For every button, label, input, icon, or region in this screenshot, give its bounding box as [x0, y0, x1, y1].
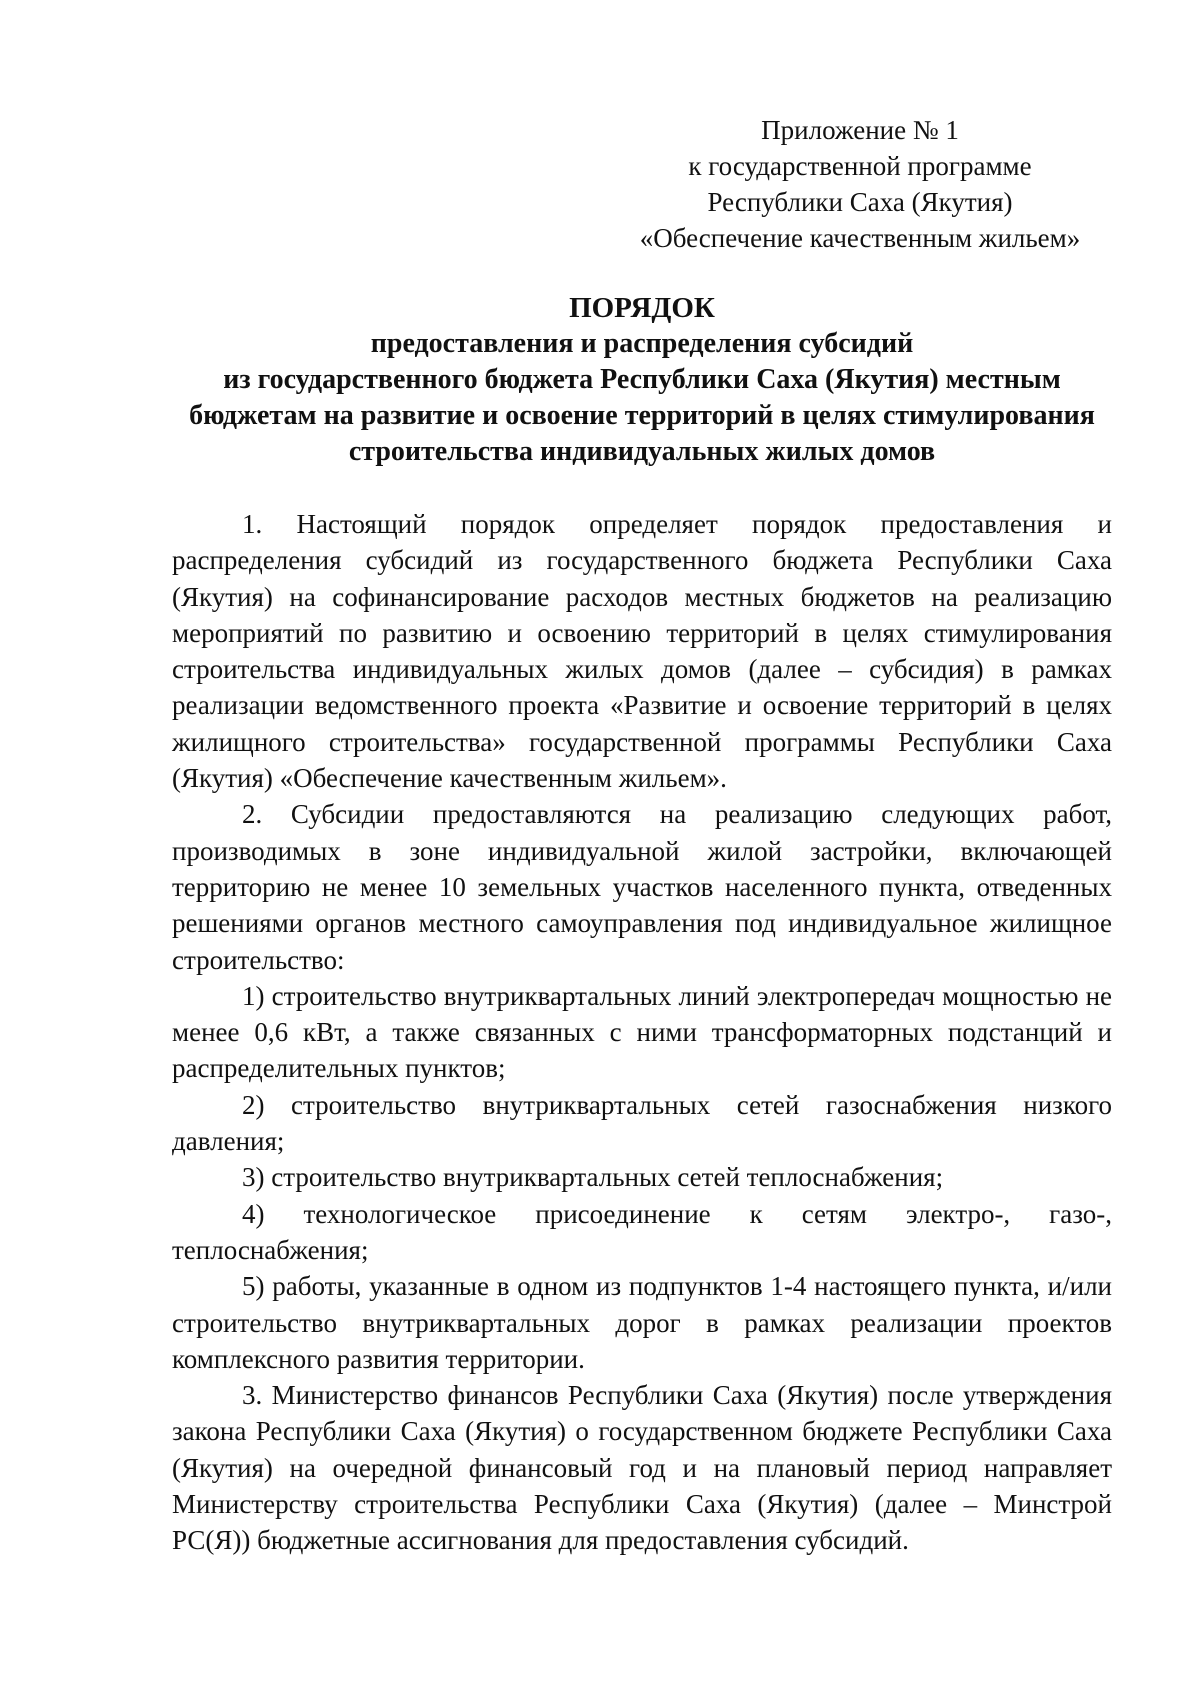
title-line-1: предоставления и распределения субсидий — [370, 328, 914, 359]
title-line-4: строительства индивидуальных жилых домов — [348, 436, 936, 467]
paragraph-2-item-4: 4) технологическое присоединение к сетям электро-, газо-, теплоснабжения; — [172, 1198, 1112, 1265]
document-body — [172, 506, 1112, 1559]
paragraph-2: 2. Субсидии предоставляются на реализацию следующих работ, производимых в зоне индивидуальной жилой застройки, включающей территорию не менее 10 земельных участков населенного пункта, отведенных решениями органов местного самоуправления под индивидуальное жилищное строительство: — [172, 799, 1112, 975]
paragraph-2-item-5: 5) работы, указанные в одном из подпунктов 1-4 настоящего пункта, и/или строительство внутриквартальных дорог в рамках реализации проектов комплексного развития территории. — [172, 1271, 1112, 1374]
appendix-line-4: «Обеспечение качественным жильем» — [639, 223, 1081, 253]
title-line-2: из государственного бюджета Республики Саха (Якутия) местным — [223, 364, 1061, 395]
paragraph-3: 3. Министерство финансов Республики Саха (Якутия) после утверждения закона Республики Саха (Якутия) о государственном бюджете Республики Саха (Якутия) на очередной финансовый год и на плановый период направляет Министерству строительства Республики Саха (Якутия) (далее – Минстрой РС(Я)) бюджетные ассигнования для предоставления субсидий. — [172, 1380, 1112, 1556]
appendix-line-1: Приложение № 1 — [761, 115, 959, 145]
paragraph-2-item-1: 1) строительство внутриквартальных линий электропередач мощностью не менее 0,6 кВт, а также связанных с ними трансформаторных подстанций и распределительных пунктов; — [172, 980, 1112, 1084]
appendix-line-3: Республики Саха (Якутия) — [707, 187, 1013, 217]
title-line-3: бюджетам на развитие и освоение территорий в целях стимулирования — [189, 400, 1095, 431]
paragraph-1: 1. Настоящий порядок определяет порядок предоставления и распределения субсидий из государственного бюджета Республики Саха (Якутия) на софинансирование расходов местных бюджетов на реализацию мероприятий по развитию и освоению территорий в целях стимулирования строительства индивидуальных жилых домов (далее – субсидия) в рамках реализации ведомственного проекта «Развитие и освоение территорий в целях жилищного строительства» государственной программы Республики Саха (Якутия) «Обеспечение качественным жильем». — [172, 509, 1112, 794]
paragraph-2-item-3: 3) строительство внутриквартальных сетей теплоснабжения; — [242, 1162, 944, 1193]
appendix-line-2: к государственной программе — [688, 151, 1032, 181]
appendix-header — [600, 112, 1120, 256]
paragraph-2-item-2: 2) строительство внутриквартальных сетей газоснабжения низкого давления; — [172, 1089, 1112, 1157]
title-main: ПОРЯДОК — [569, 292, 715, 324]
document-title — [172, 290, 1112, 470]
